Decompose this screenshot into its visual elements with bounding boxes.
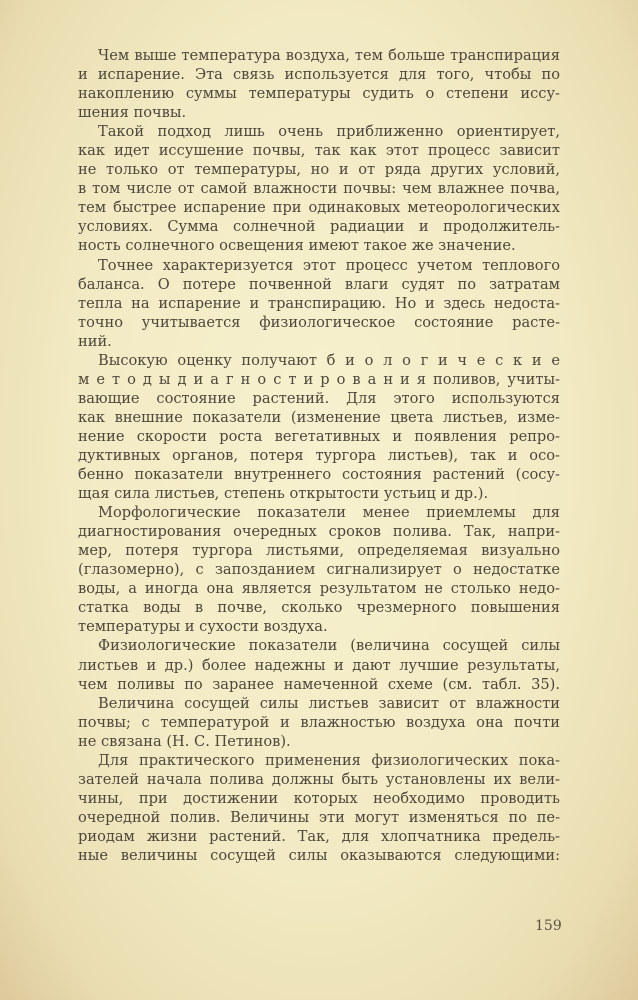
text-line: бенно показатели внутреннего состояния растений (сосу- [78, 466, 560, 484]
text-line: щая сила листьев, степень открытости устьиц и др.). [78, 485, 489, 503]
paragraph [78, 503, 560, 636]
text-line: очередной полив. Величины эти могут изменяться по пе- [78, 808, 560, 826]
text-line: м е т о д ы д и а г н о с т и р о в а н и я поливов, учиты- [78, 370, 560, 388]
text-line: мер, потеря тургора листьями, определяемая визуально [78, 542, 560, 560]
paragraph [78, 256, 560, 351]
text-line: ний. [78, 332, 112, 350]
text-line: Такой подход лишь очень приближенно ориентирует, [98, 123, 560, 141]
paragraph [78, 636, 560, 693]
paragraph [78, 122, 560, 255]
text-line: тем быстрее испарение при одинаковых метеорологических [78, 199, 560, 217]
text-line: чины, при достижении которых необходимо проводить [78, 789, 560, 807]
text-line: тепла на испарение и транспирацию. Но и здесь недоста- [78, 294, 560, 312]
text-line: воды, а иногда она является результатом не столько недо- [78, 580, 560, 598]
text-line: Для практического применения физиологических пока- [98, 751, 560, 769]
text-line: диагностирования очередных сроков полива. Так, напри- [78, 523, 560, 541]
text-line: Морфологические показатели менее приемлемы для [98, 504, 560, 522]
text-line: баланса. О потере почвенной влаги судят по затратам [78, 275, 560, 293]
text-line: листьев и др.) более надежны и дают лучшие результаты, [78, 656, 560, 674]
text-line: дуктивных органов, потеря тургора листьев), так и осо- [78, 446, 560, 464]
paragraph [78, 351, 560, 503]
text-line: точно учитывается физиологическое состояние расте- [78, 313, 560, 331]
text-line: статка воды в почве, сколько чрезмерного повышения [78, 599, 560, 617]
text-line: вающие состояние растений. Для этого используются [78, 389, 560, 407]
paragraph [78, 46, 560, 122]
text-line: ные величины сосущей силы оказываются следующими: [78, 846, 560, 864]
text-line: Высокую оценку получают б и о л о г и ч е с к и е [98, 351, 560, 369]
text-line: как идет иссушение почвы, так как этот процесс зависит [78, 142, 560, 160]
text-line: условиях. Сумма солнечной радиации и продолжитель- [78, 218, 560, 236]
text-line: риодам жизни растений. Так, для хлопчатника предель- [78, 827, 560, 845]
text-line: Физиологические показатели (величина сосущей силы [98, 637, 560, 655]
paragraph [78, 751, 560, 865]
page-body [78, 46, 560, 865]
text-line: Чем выше температура воздуха, тем больше транспирация [98, 47, 560, 64]
text-line: почвы; с температурой и влажностью воздуха она почти [78, 713, 560, 731]
text-line: не связана (Н. С. Петинов). [78, 732, 291, 750]
text-line: как внешние показатели (изменение цвета листьев, изме- [78, 408, 560, 426]
text-line: не только от температуры, но и от ряда других условий, [78, 161, 560, 179]
paragraph [78, 694, 560, 751]
text-line: (глазомерно), с запозданием сигнализирует о недостатке [78, 561, 560, 579]
page-number: 159 [535, 918, 562, 934]
text-line: и испарение. Эта связь используется для того, чтобы по [78, 66, 560, 84]
text-line: Величина сосущей силы листьев зависит от влажности [98, 694, 560, 712]
text-line: нение скорости роста вегетативных и появления репро- [78, 427, 560, 445]
text-line: Точнее характеризуется этот процесс учетом теплового [98, 256, 560, 274]
text-line: накоплению суммы температуры судить о степени иссу- [78, 85, 560, 103]
text-line: чем поливы по заранее намеченной схеме (см. табл. 35). [78, 675, 560, 693]
text-line: температуры и сухости воздуха. [78, 618, 328, 636]
text-line: в том числе от самой влажности почвы: чем влажнее почва, [78, 180, 560, 198]
text-line: ность солнечного освещения имеют такое же значение. [78, 237, 516, 255]
text-line: зателей начала полива должны быть установлены их вели- [78, 770, 560, 788]
text-line: шения почвы. [78, 104, 187, 122]
